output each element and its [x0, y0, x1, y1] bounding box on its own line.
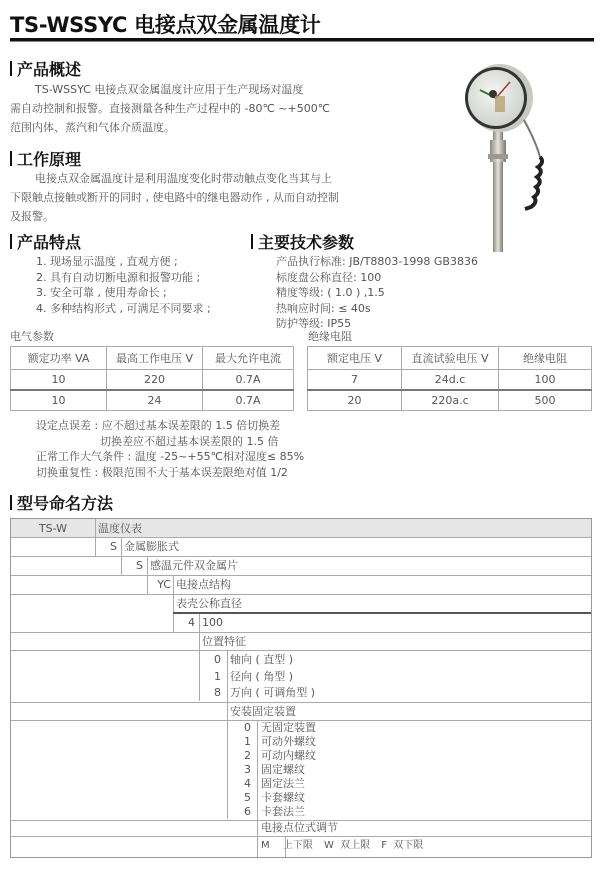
feature-item: 4. 多种结构形式 , 可满足不同要求 ; — [36, 301, 211, 315]
principle-heading — [10, 147, 81, 170]
option-desc: 无固定装置 — [261, 721, 316, 734]
specs-heading — [251, 230, 354, 253]
table-cell: 500 — [499, 390, 592, 411]
contact-mechanism — [495, 96, 505, 112]
option-code: 6 — [244, 805, 251, 818]
table-cell: 220a.c — [402, 390, 499, 411]
table-header: 额定功率 VA — [11, 347, 107, 370]
table-row — [308, 370, 592, 391]
diameter-code: 4 — [188, 616, 195, 629]
prefix-desc: 温度仪表 — [98, 522, 142, 535]
product-image — [440, 62, 580, 262]
principle-text — [10, 169, 339, 226]
electrical-table — [10, 346, 294, 411]
note-line: 正常工作大气条件 : 温度 -25~+55℃相对湿度≤ 85% — [36, 450, 305, 463]
position-codes — [201, 652, 221, 702]
naming-table — [10, 518, 592, 858]
table-row — [11, 390, 294, 411]
mount-descs — [261, 721, 316, 819]
option-desc: 卡套法兰 — [261, 805, 305, 818]
option-desc: 固定法兰 — [261, 777, 305, 790]
heading-bar — [10, 61, 12, 76]
spec-item: 热响应时间: ≤ 40s — [276, 301, 371, 315]
option-desc: 径向 ( 角型 ) — [230, 669, 294, 683]
option-code: 8 — [214, 686, 221, 699]
prefix-code: TS-W — [38, 522, 68, 535]
diameter-value: 100 — [202, 616, 223, 629]
option-desc: 卡套螺纹 — [261, 791, 305, 804]
naming-heading-text: 型号命名方法 — [17, 494, 114, 513]
option-code: 4 — [244, 777, 251, 790]
note-line: 切换差应不超过基本误差限的 1.5 倍 — [100, 434, 279, 448]
overview-line: 范围内体、蒸汽和气体介质温度。 — [10, 121, 175, 134]
overview-line: 需自动控制和报警。直接测量各种生产过程中的 -80℃ ~+500℃ — [10, 102, 331, 115]
features-list — [36, 254, 211, 316]
position-descs — [230, 652, 315, 702]
feature-item: 1. 现场显示温度 , 直观方便 ; — [36, 255, 178, 268]
table-header-row — [11, 347, 294, 370]
principle-line: 电接点双金属温度计是利用温度变化时带动触点变化当其与上 — [35, 172, 332, 185]
insulation-table — [307, 346, 592, 411]
spec-item: 防护等级: IP55 — [276, 317, 352, 330]
principle-heading-text: 工作原理 — [17, 150, 82, 169]
option-desc: 轴向 ( 直型 ) — [230, 653, 294, 666]
table-cell: 20 — [308, 390, 402, 411]
table-cell: 24d.c — [402, 370, 499, 391]
diameter-label: 表壳公称直径 — [176, 597, 242, 610]
option-code: 0 — [244, 721, 251, 734]
table-cell: 0.7A — [203, 390, 294, 411]
page-title: TS-WSSYC 电接点双金属温度计 — [10, 13, 321, 37]
option-code: F — [381, 840, 388, 851]
yc-code: YC — [157, 578, 171, 591]
option-desc: 固定螺纹 — [261, 763, 305, 776]
option-desc: 可动内螺纹 — [261, 749, 316, 762]
heading-bar — [251, 234, 253, 249]
option-code: 2 — [244, 749, 251, 762]
table-header: 额定电压 V — [308, 347, 402, 370]
overview-text — [10, 80, 330, 137]
option-code: 0 — [214, 653, 221, 666]
overview-line: TS-WSSYC 电接点双金属温度计应用于生产现场对温度 — [35, 83, 304, 96]
table-header: 绝缘电阻 — [499, 347, 592, 370]
mount-label: 安装固定装置 — [230, 705, 296, 718]
option-desc: 可动外螺纹 — [261, 735, 316, 748]
heading-bar — [10, 151, 12, 166]
table-cell: 7 — [308, 370, 402, 391]
contact-options — [261, 839, 423, 853]
option-desc: 上下限 — [282, 840, 313, 851]
option-code: 1 — [214, 669, 221, 683]
feature-item: 3. 安全可靠 , 使用寿命长 ; — [36, 286, 167, 299]
s2-code: S — [136, 559, 143, 572]
table-row — [11, 370, 294, 391]
feature-item: 2. 具有自动切断电源和报警功能 ; — [36, 270, 201, 284]
table-cell: 10 — [11, 390, 107, 411]
spec-item: 产品执行标准: JB/T8803-1998 GB3836 — [276, 255, 478, 268]
table-row — [308, 390, 592, 411]
option-code: 5 — [244, 791, 251, 804]
s1-code: S — [110, 540, 117, 553]
table-cell: 0.7A — [203, 370, 294, 391]
insulation-caption: 绝缘电阻 — [308, 330, 352, 343]
option-desc: 双下限 — [393, 840, 424, 851]
option-code: 3 — [244, 763, 251, 776]
specs-list — [276, 254, 478, 332]
table-header: 最大允许电流 — [203, 347, 294, 370]
features-heading — [10, 230, 81, 253]
notes — [36, 418, 304, 480]
overview-heading — [10, 57, 81, 80]
yc-desc: 电接点结构 — [176, 578, 231, 591]
contact-label: 电接点位式调节 — [261, 821, 338, 834]
electrical-caption: 电气参数 — [10, 330, 54, 343]
spec-item: 标度盘公称直径: 100 — [276, 270, 382, 284]
nut — [488, 154, 508, 159]
note-line: 设定点误差 : 应不超过基本误差限的 1.5 倍切换差 — [36, 419, 281, 432]
s2-desc: 感温元件双金属片 — [150, 559, 238, 572]
option-desc: 万向 ( 可调角型 ) — [230, 686, 316, 699]
specs-heading-text: 主要技术参数 — [258, 233, 355, 252]
table-cell: 100 — [499, 370, 592, 391]
title-divider — [10, 38, 594, 42]
table-cell: 10 — [11, 370, 107, 391]
option-code: M — [261, 840, 270, 851]
position-label: 位置特征 — [202, 635, 246, 648]
table-cell: 24 — [107, 390, 203, 411]
mount-codes — [231, 721, 251, 819]
option-code: 1 — [244, 735, 251, 748]
option-desc: 双上限 — [340, 840, 371, 851]
naming-heading — [10, 491, 113, 514]
cable-lead — [524, 120, 540, 157]
principle-line: 及报警。 — [10, 210, 54, 223]
s1-desc: 金属膨胀式 — [124, 540, 179, 553]
option-code: W — [324, 840, 334, 851]
table-header-row — [308, 347, 592, 370]
overview-heading-text: 产品概述 — [17, 60, 82, 79]
table-cell: 220 — [107, 370, 203, 391]
note-line: 切换重复性 : 极限范围不大于基本误差限绝对值 1/2 — [36, 465, 288, 479]
spec-item: 精度等级: ( 1.0 ) ,1.5 — [276, 286, 385, 299]
cable — [525, 157, 542, 209]
principle-line: 下限触点接触或断开的同时 , 使电路中的继电器动作 , 从而自动控制 — [10, 191, 339, 204]
table-header: 最高工作电压 V — [107, 347, 203, 370]
heading-bar — [10, 495, 12, 510]
features-heading-text: 产品特点 — [17, 233, 82, 252]
heading-bar — [10, 234, 12, 249]
table-header: 直流试验电压 V — [402, 347, 499, 370]
